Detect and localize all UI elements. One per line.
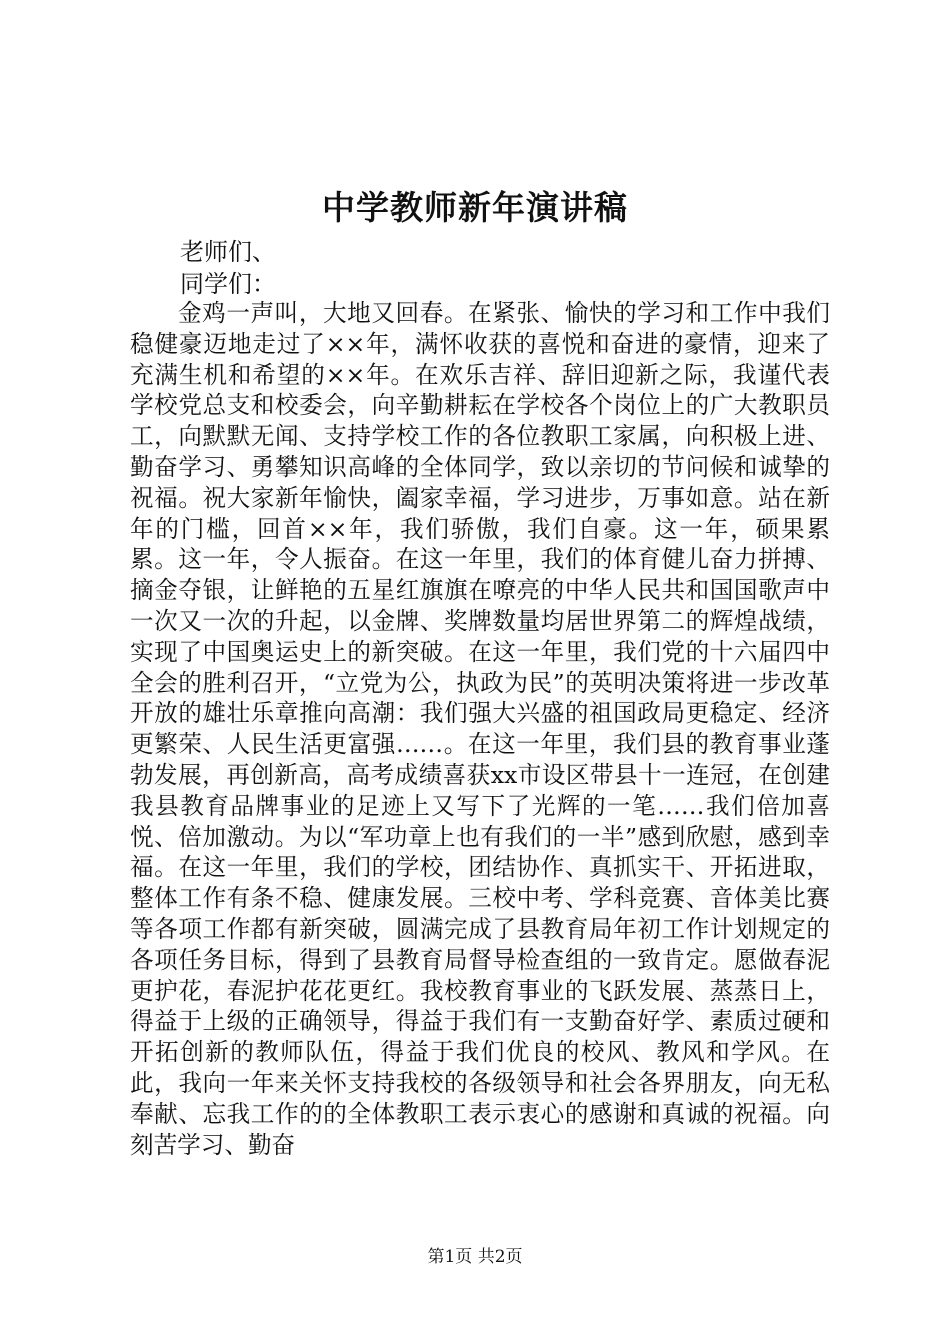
document-title: 中学教师新年演讲稿 (322, 188, 628, 227)
salutation-teachers: 老师们、 (180, 238, 276, 266)
salutation-students: 同学们： (180, 270, 276, 298)
page-footer: 第1页 共2页 (427, 1247, 523, 1267)
body-paragraph: 金鸡一声叫，大地又回春。在紧张、愉快的学习和工作中我们稳健豪迈地走过了××年，满怀收获的喜悦和奋进的豪情，迎来了充满生机和希望的××年。在欢乐吉祥、辞旧迎新之际，我谨代表学校党总支和校委会，向辛勤耕耘在学校各个岗位上的广大教职员工，向默默无闻、支持学校工作的各位教职工家属，向积极上进、勤奋学习、勇攀知识高峰的全体同学，致以亲切的节问候和诚挚的祝福。祝大家新年愉快，阖家幸福，学习进步，万事如意。站在新年的门槛，回首××年，我们骄傲，我们自豪。这一年，硕果累累。这一年，令人振奋。在这一年里，我们的体育健儿奋力拼搏、摘金夺银，让鲜艳的五星红旗旗在嘹亮的中华人民共和国国歌声中一次又一次的升起，以金牌、奖牌数量均居世界第二的辉煌战绩，实现了中国奥运史上的新突破。在这一年里，我们党的十六届四中全会的胜利召开，“立党为公，执政为民”的英明决策将进一步改革开放的雄壮乐章推向高潮：我们强大兴盛的祖国政局更稳定、经济更繁荣、人民生活更富强……。在这一年里，我们县的教育事业蓬勃发展，再创新高，高考成绩喜获xx市设区带县十一连冠，在创建我县教育品牌事业的足迹上又写下了光辉的一笔……我们倍加喜悦、倍加激动。为以“军功章上也有我们的一半”感到欣慰，感到幸福。在这一年里，我们的学校，团结协作、真抓实干、开拓进取，整体工作有条不稳、健康发展。三校中考、学科竞赛、音体美比赛等各项工作都有新突破，圆满完成了县教育局年初工作计划规定的各项任务目标，得到了县教育局督导检查组的一致肯定。愿做春泥更护花，春泥护花花更红。我校教育事业的飞跃发展、蒸蒸日上，得益于上级的正确领导，得益于我们有一支勤奋好学、素质过硬和开拓创新的教师队伍，得益于我们优良的校风、教风和学风。在此，我向一年来关怀支持我校的各级领导和社会各界朋友，向无私奉献、忘我工作的的全体教职工表示衷心的感谢和真诚的祝福。向刻苦学习、勤奋 (130, 299, 830, 1159)
